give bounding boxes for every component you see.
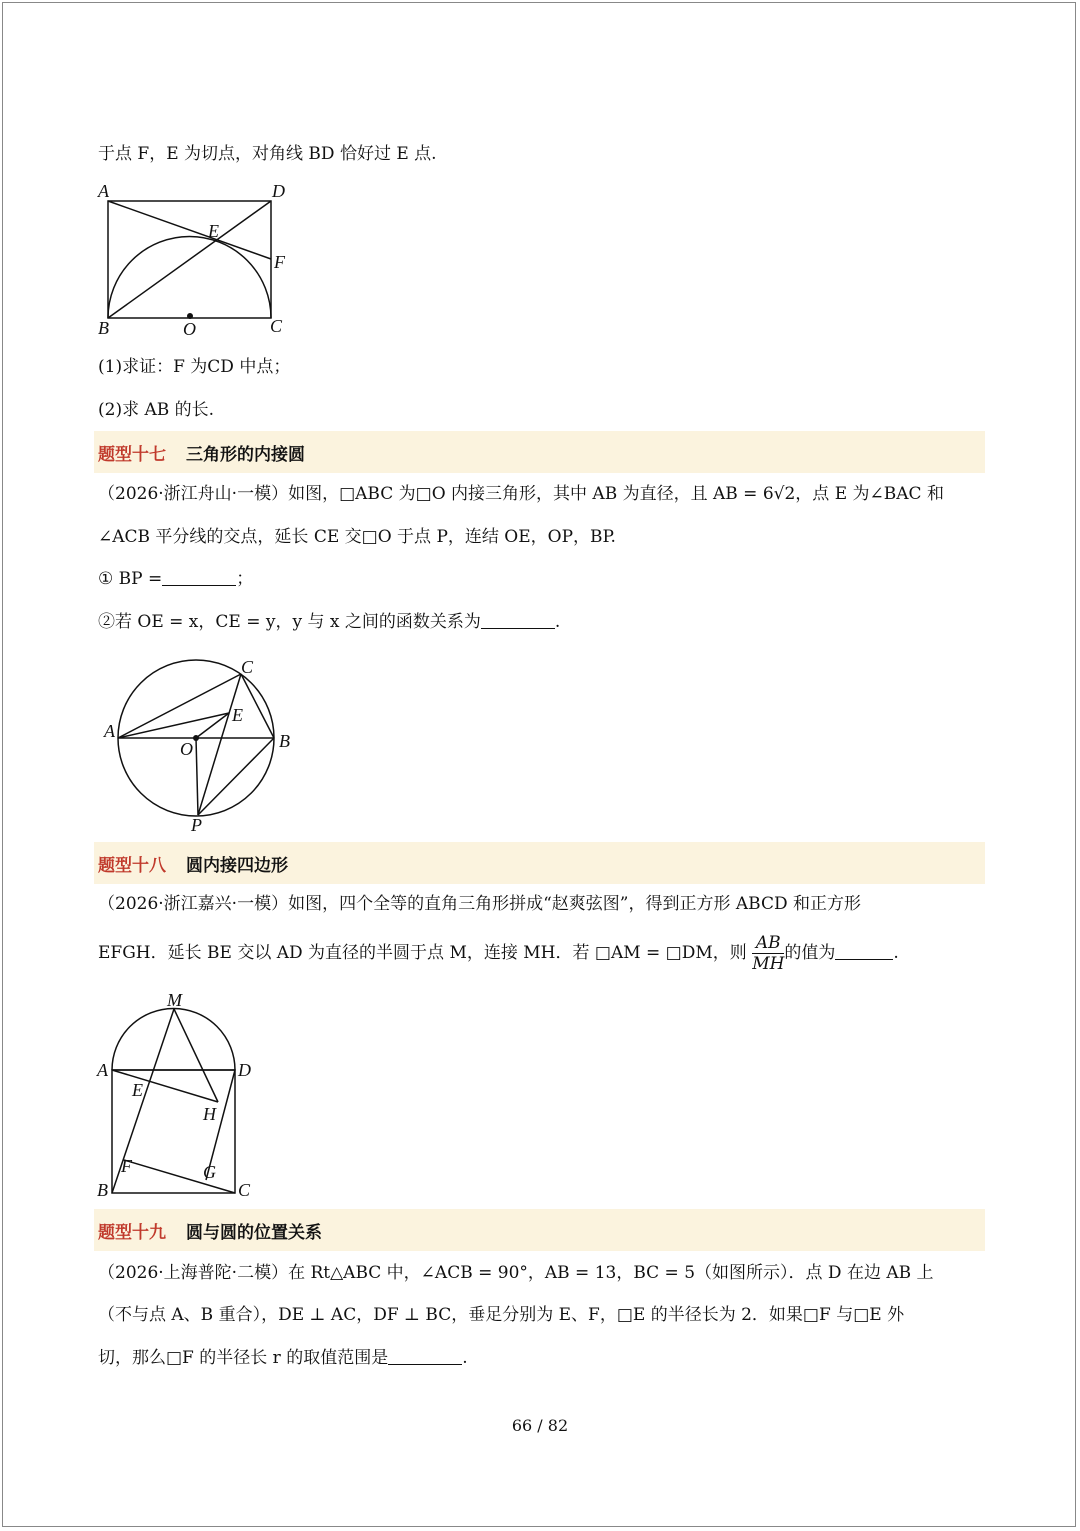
fraction-numerator: AB [752, 933, 784, 954]
label-C: C [270, 316, 283, 336]
problem-text: ∠ACB 平分线的交点，延长 CE 交□O 于点 P，连结 OE，OP，BP. [98, 527, 616, 547]
label-C: C [238, 1180, 251, 1200]
figure-zhao-shuang [94, 988, 264, 1203]
problem-text: EFGH．延长 BE 交以 AD 为直径的半圆于点 M，连接 MH．若 □AM = □DM，则 [98, 943, 747, 963]
label-B: B [279, 731, 290, 751]
question-1: (1)求证：F 为CD 中点； [98, 357, 291, 377]
problem-text: （2026·上海普陀·二模）在 Rt△ABC 中，∠ACB = 90°，AB = 13，BC = 5（如图所示）．点 D 在边 AB 上 [98, 1263, 934, 1283]
label-O: O [183, 319, 196, 339]
label-E: E [132, 1080, 143, 1100]
label-D: D [272, 181, 285, 201]
section-header-17 [94, 431, 985, 473]
label-G: G [203, 1162, 216, 1182]
label-M: M [167, 990, 182, 1010]
sub-question-end: ； [236, 569, 254, 589]
problem-text: （2026·浙江嘉兴·一模）如图，四个全等的直角三角形拼成“赵爽弦图”，得到正方形 ABCD 和正方形 [98, 894, 861, 914]
text-line: 于点 F，E 为切点，对角线 BD 恰好过 E 点. [98, 144, 437, 164]
sub-question-2 [98, 610, 560, 634]
fraction-ab-mh [752, 933, 784, 974]
sub-question-1 [98, 567, 253, 591]
label-A: A [97, 1060, 108, 1080]
section-header-18 [94, 842, 985, 884]
problem-text: 切，那么□F 的半径长 r 的取值范围是 [98, 1348, 389, 1368]
label-P: P [191, 815, 202, 835]
answer-blank [388, 1348, 462, 1365]
label-O: O [180, 739, 193, 759]
answer-blank [162, 569, 236, 586]
problem-text: （2026·浙江舟山·一模）如图，□ABC 为□O 内接三角形，其中 AB 为直径，且 AB = 6√2，点 E 为∠BAC 和 [98, 484, 944, 504]
label-D: D [238, 1060, 251, 1080]
label-A: A [98, 181, 109, 201]
problem-text-with-fraction [98, 930, 899, 976]
problem-text: 的值为 [784, 943, 836, 963]
section-name: 圆内接四边形 [186, 855, 288, 876]
problem-text-with-blank [98, 1346, 468, 1370]
figure-rectangle-semicircle [94, 180, 294, 340]
fraction-denominator: MH [752, 954, 785, 974]
section-label: 题型十七 [98, 444, 166, 465]
question-2: (2)求 AB 的长. [98, 400, 215, 420]
section-header-19 [94, 1209, 985, 1251]
sub-question-end: . [554, 612, 561, 632]
answer-blank [481, 612, 555, 629]
answer-blank [835, 943, 893, 960]
label-F: F [274, 252, 285, 272]
sub-question-text: ① BP = [98, 569, 163, 589]
label-B: B [97, 1180, 108, 1200]
problem-end: . [462, 1348, 468, 1368]
problem-end: . [893, 943, 899, 963]
page-number: 66 / 82 [511, 1416, 569, 1435]
label-A: A [104, 721, 115, 741]
label-E: E [208, 221, 219, 241]
section-label: 题型十八 [98, 855, 166, 876]
label-E: E [232, 705, 243, 725]
figure-circle-triangle [98, 655, 308, 835]
section-name: 三角形的内接圆 [186, 444, 305, 465]
label-F: F [121, 1156, 132, 1176]
problem-text: （不与点 A、B 重合），DE ⊥ AC，DF ⊥ BC，垂足分别为 E、F，□E 的半径长为 2．如果□F 与□E 外 [98, 1305, 905, 1325]
section-name: 圆与圆的位置关系 [186, 1222, 322, 1243]
label-H: H [203, 1104, 216, 1124]
sub-question-text: ②若 OE = x，CE = y，y 与 x 之间的函数关系为 [98, 612, 481, 632]
section-label: 题型十九 [98, 1222, 166, 1243]
label-C: C [241, 657, 254, 677]
label-B: B [98, 318, 109, 338]
